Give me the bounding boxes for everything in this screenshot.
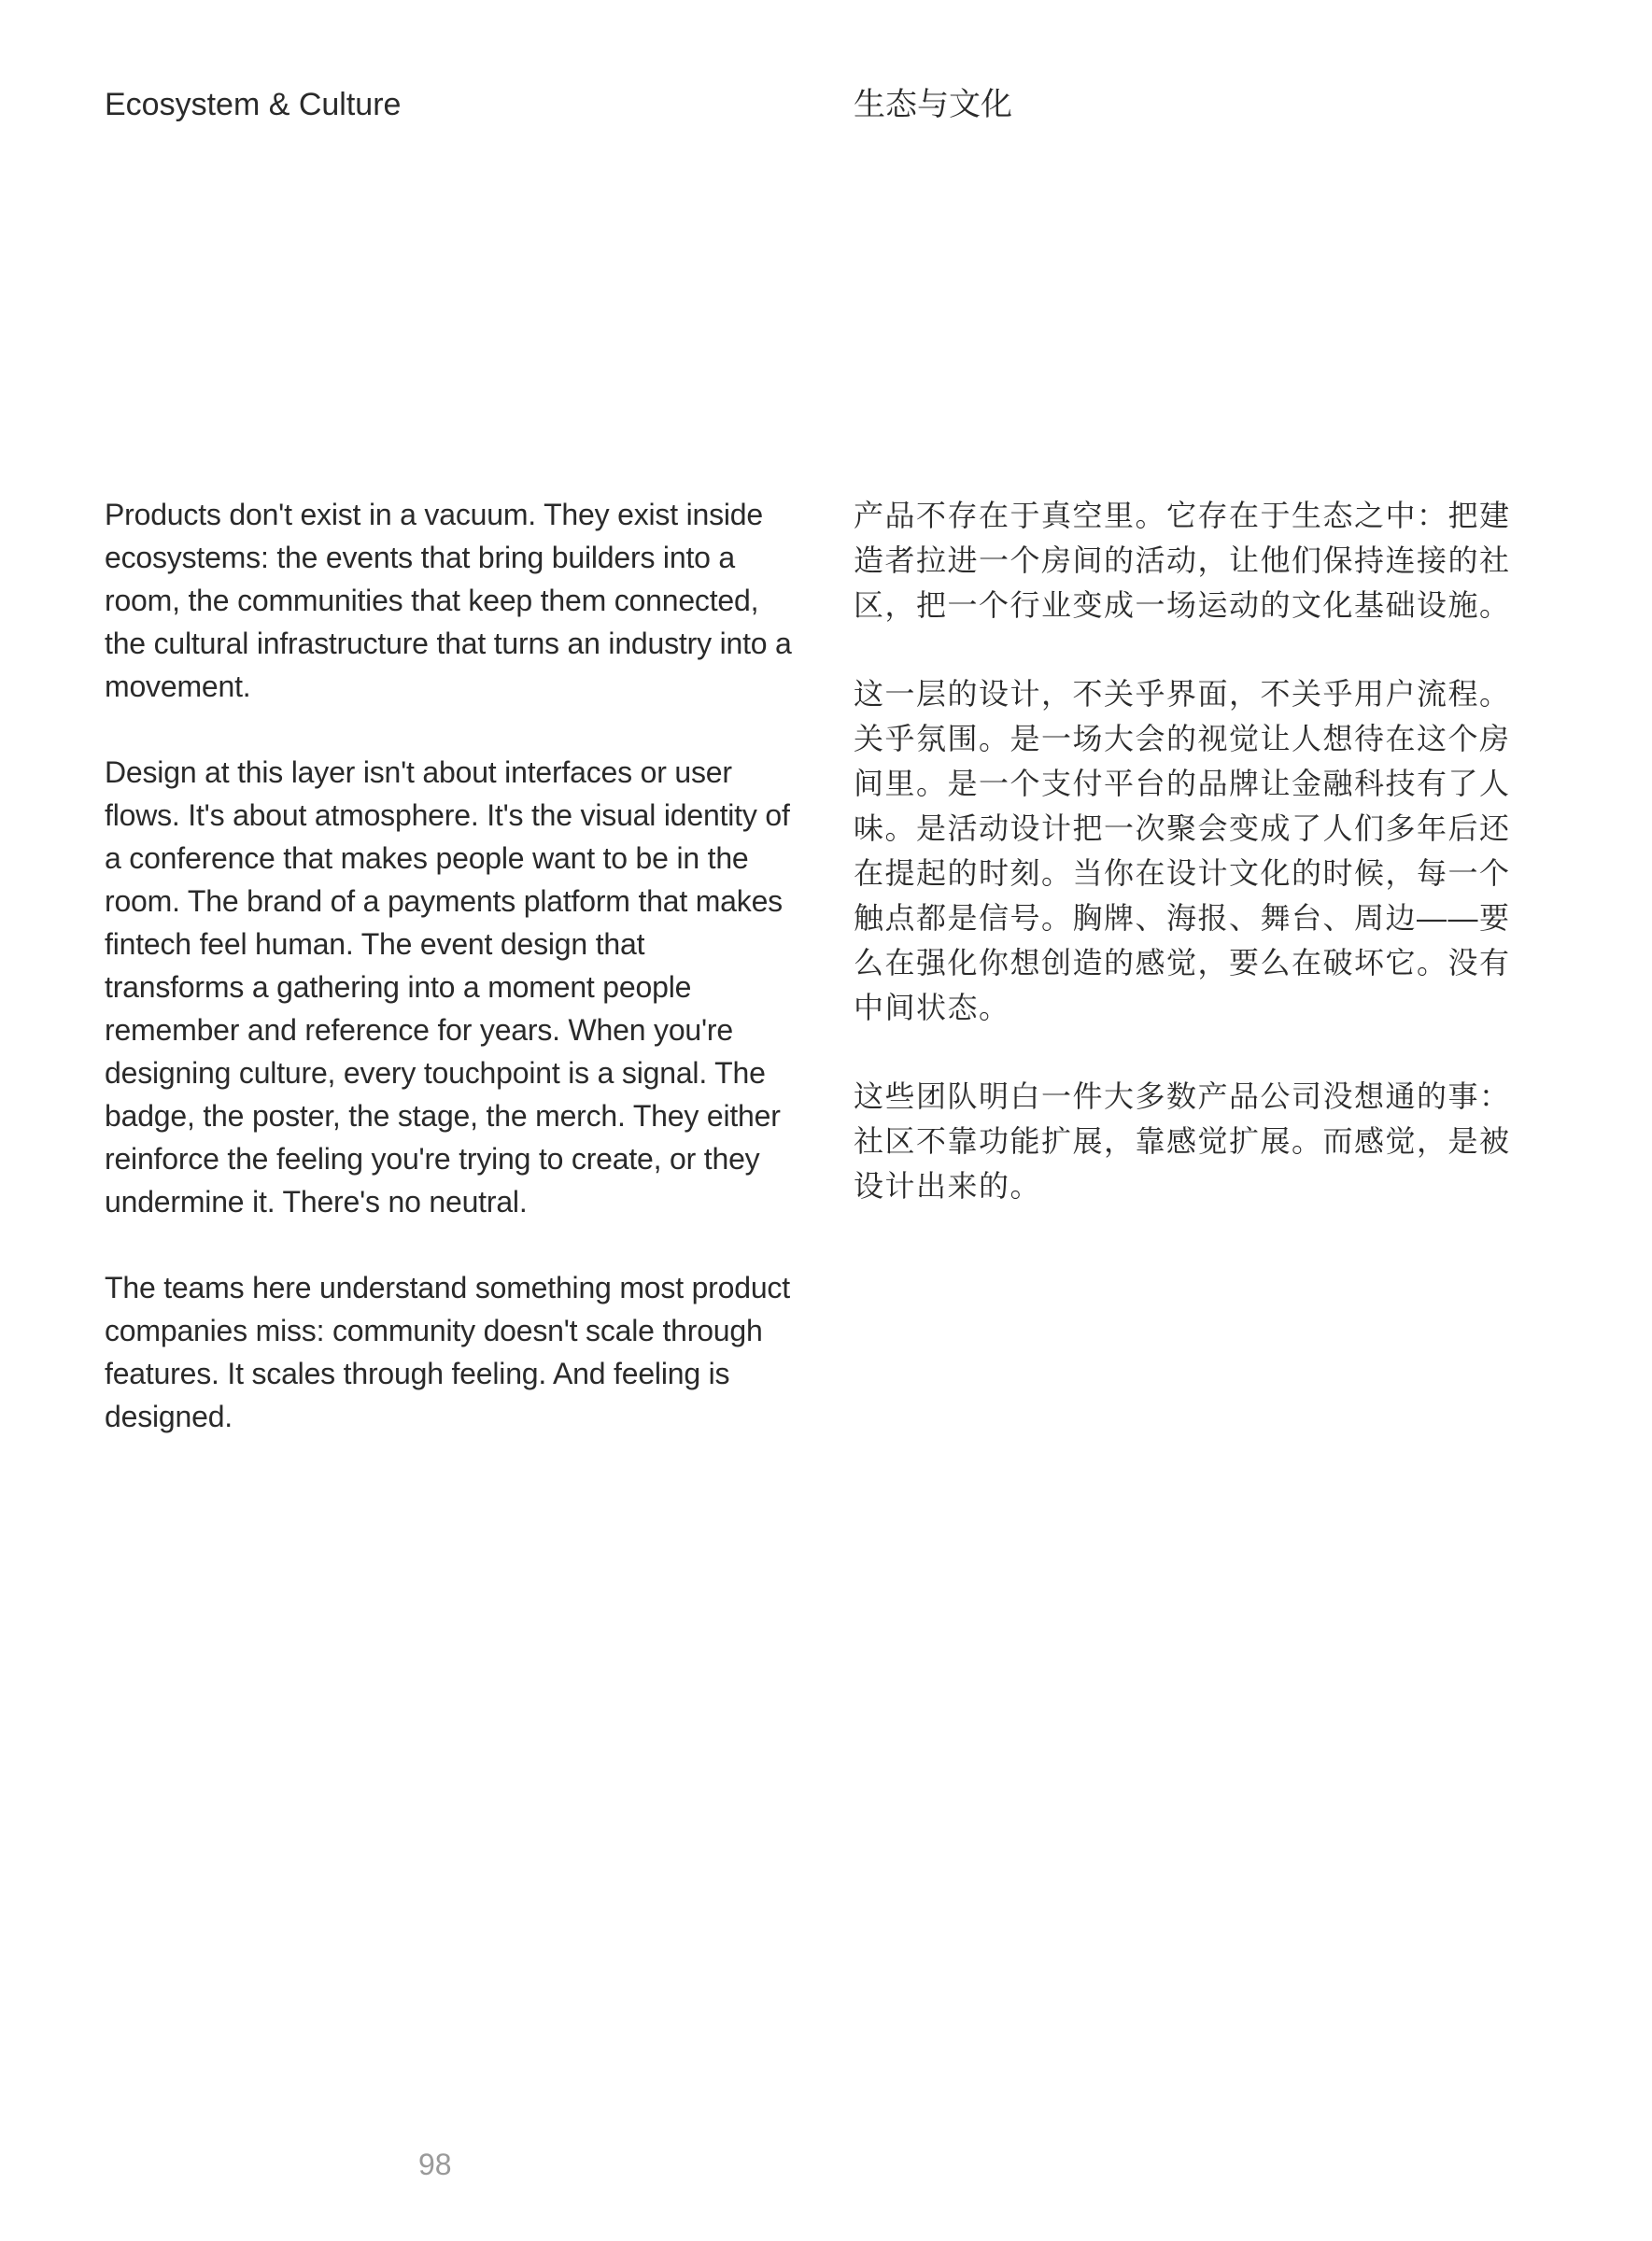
paragraph-en-3: The teams here understand something most product companies miss: community doesn't scale through features. It scales through feeling. And feeling is designed. — [105, 1271, 790, 1433]
paragraph-zh-3: 这些团队明白一件大多数产品公司没想通的事：社区不靠功能扩展，靠感觉扩展。而感觉，是被设计出来的。 — [854, 1079, 1511, 1203]
paragraph-zh-2: 这一层的设计，不关乎界面，不关乎用户流程。关乎氛围。是一场大会的视觉让人想待在这个房间里。是一个支付平台的品牌让金融科技有了人味。是活动设计把一次聚会变成了人们多年后还在提起的时刻。当你在设计文化的时候，每一个触点都是信号。胸牌、海报、舞台、周边——要么在强化你想创造的感觉，要么在破坏它。没有中间状态。 — [854, 677, 1511, 1024]
paragraph-zh-1: 产品不存在于真空里。它存在于生态之中：把建造者拉进一个房间的活动，让他们保持连接的社区，把一个行业变成一场运动的文化基础设施。 — [854, 499, 1511, 622]
paragraph-en-1: Products don't exist in a vacuum. They exist inside ecosystems: the events that bring builders into a room, the communities that keep them connected, the cultural infrastructure that turns an industry into a movement. — [105, 498, 792, 703]
body-text-zh — [854, 493, 1528, 1252]
section-title-en: Ecosystem & Culture — [105, 87, 402, 122]
section-title-zh: 生态与文化 — [854, 87, 1012, 122]
body-text-en — [105, 493, 792, 1481]
page-number: 98 — [418, 2148, 452, 2181]
paragraph-en-2: Design at this layer isn't about interfaces or user flows. It's about atmosphere. It's the visual identity of a conference that makes people want to be in the room. The brand of a payments platform that makes fintech feel human. The event design that transforms a gathering into a moment people remember and reference for years. When you're designing culture, every touchpoint is a signal. The badge, the poster, the stage, the merch. They either reinforce the feeling you're trying to create, or they undermine it. There's no neutral. — [105, 755, 790, 1219]
